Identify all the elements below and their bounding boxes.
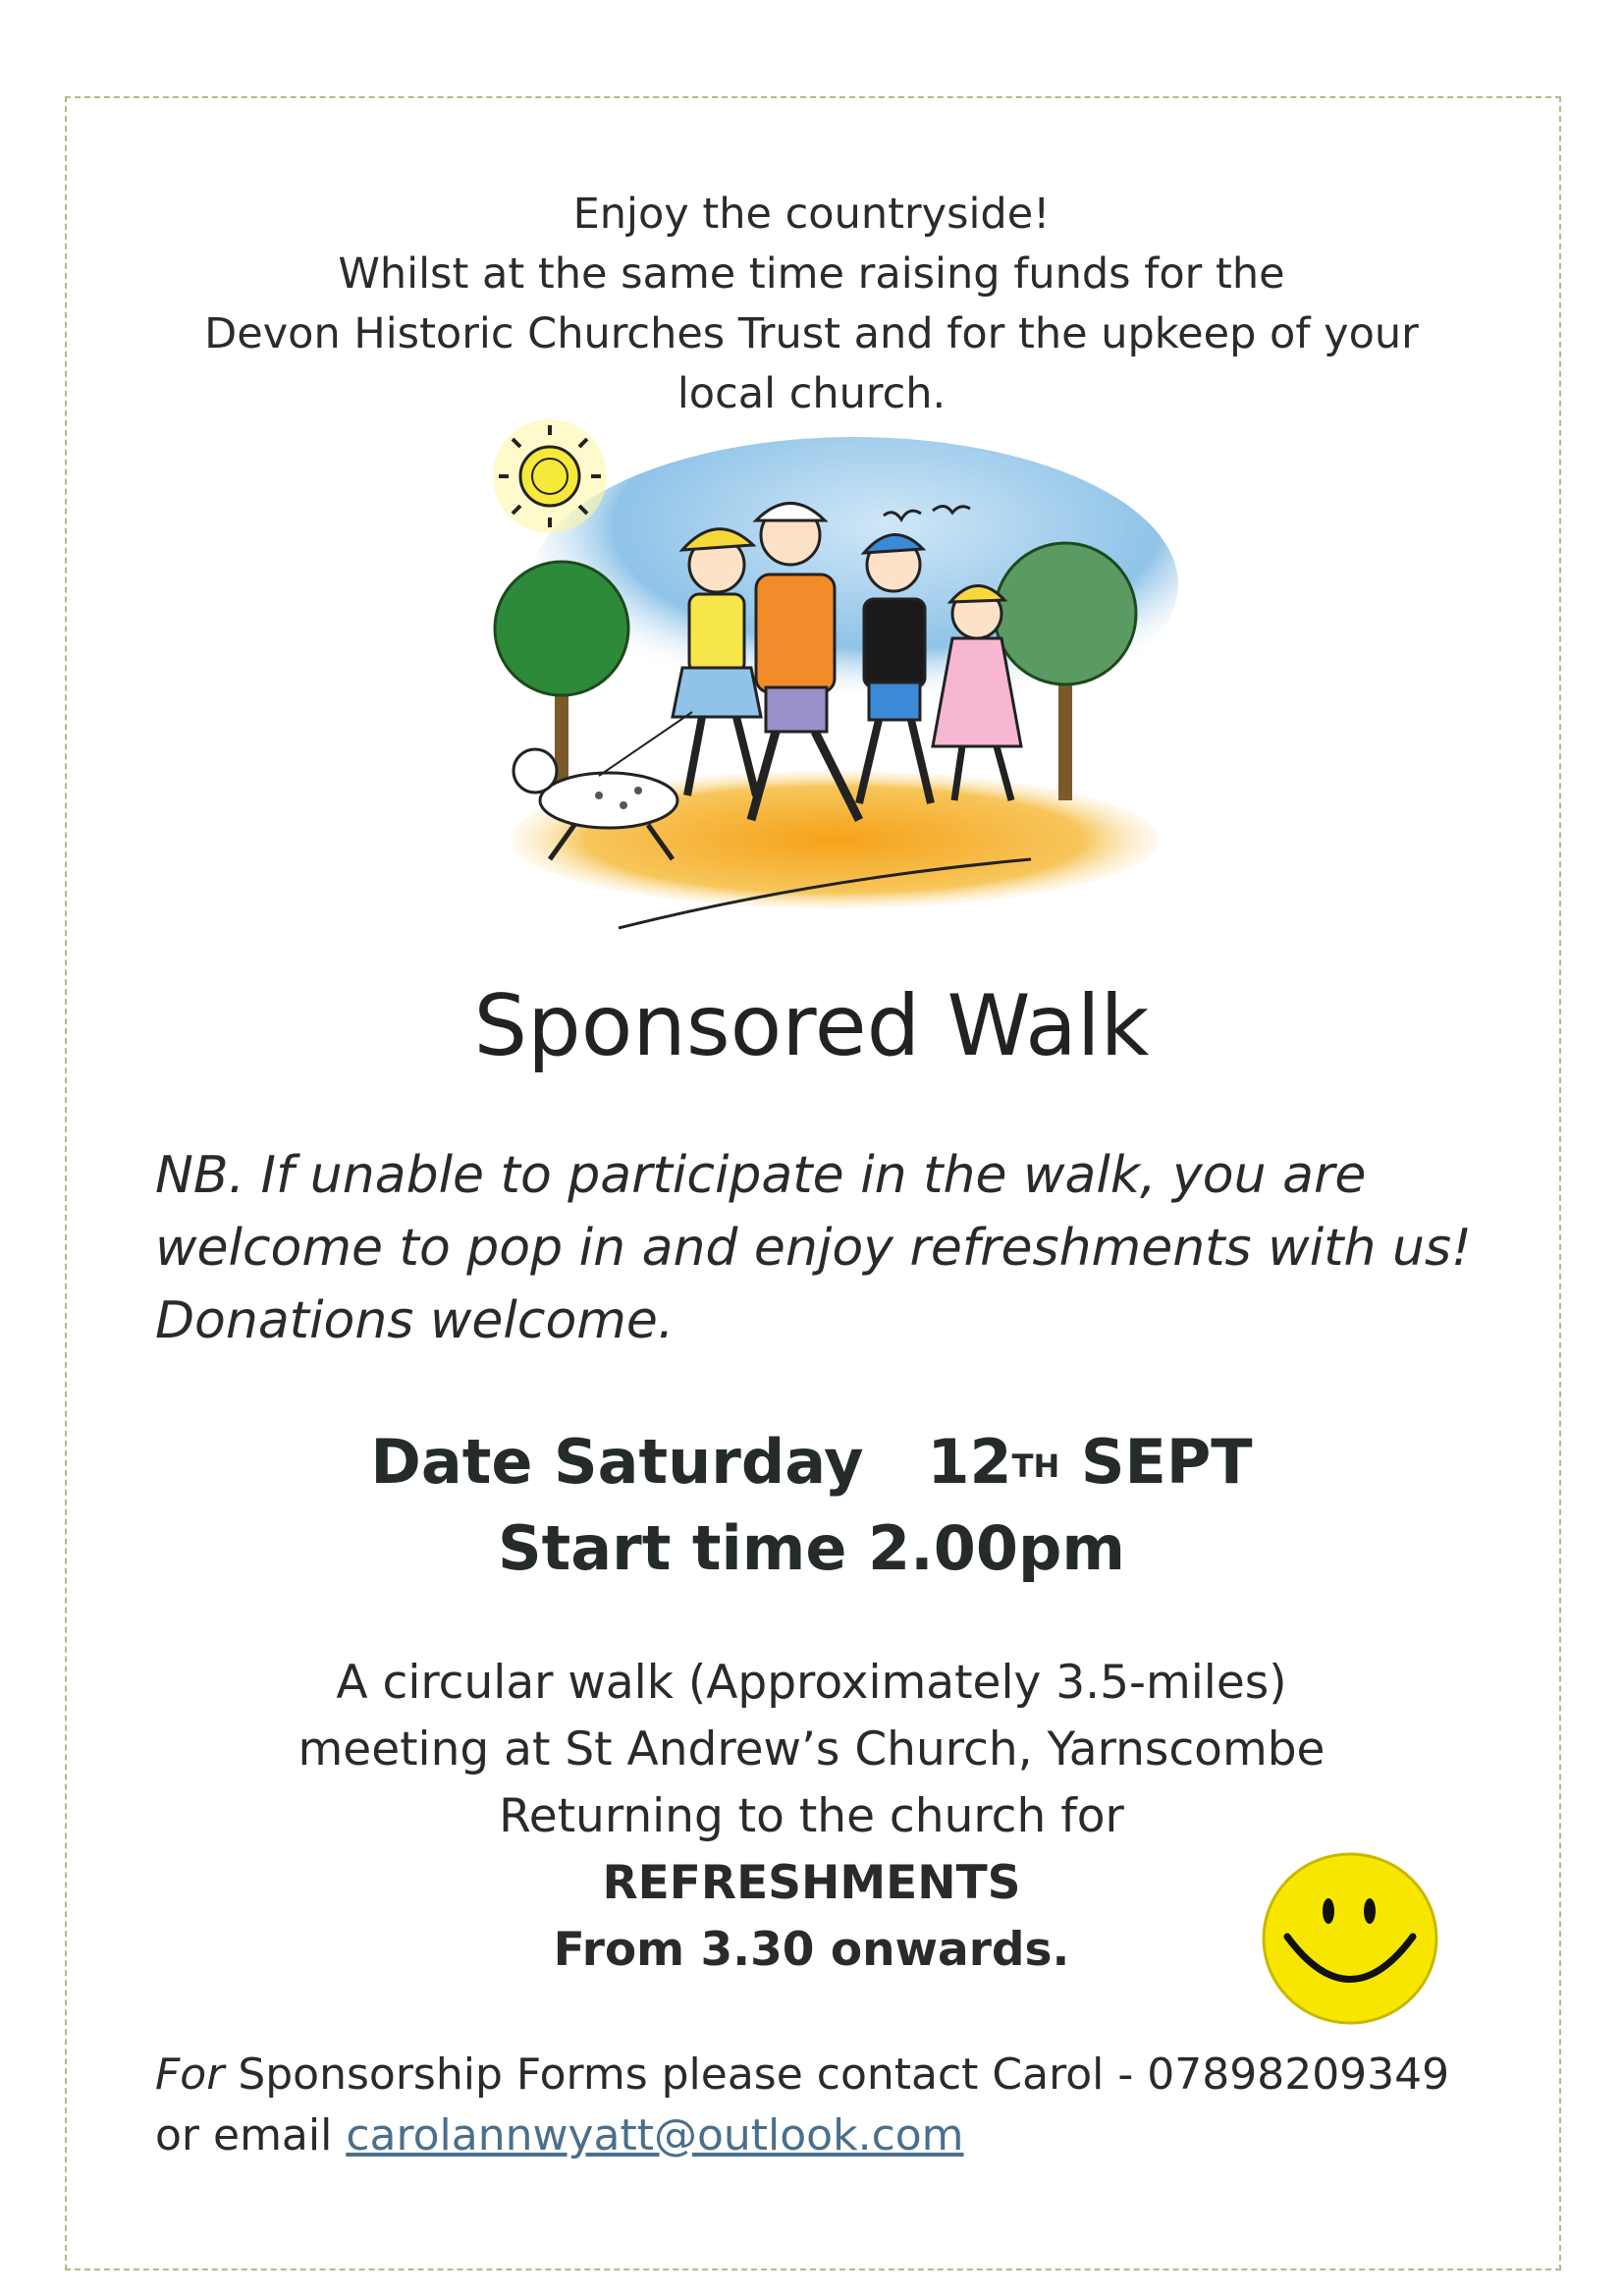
family-walking-with-dog-illustration [481, 417, 1188, 948]
note-text [155, 1139, 1472, 1357]
date-suffix: TH [1011, 1448, 1060, 1485]
refreshments-time: From 3.30 onwards. [553, 1923, 1070, 1977]
contact-line [155, 2045, 1449, 2105]
email-link[interactable]: carolannwyatt@outlook.com [346, 2110, 964, 2160]
note-line: Donations welcome. [155, 1291, 675, 1350]
date-day: 12 [927, 1426, 1012, 1498]
date-prefix: Date Saturday [370, 1426, 864, 1498]
start-time: Start time 2.00pm [497, 1512, 1125, 1584]
note-line: welcome to pop in and enjoy refreshments with us! [155, 1219, 1472, 1278]
intro-line: Devon Historic Churches Trust and for the upkeep of your [204, 309, 1419, 358]
date-month: SEPT [1080, 1426, 1253, 1498]
contact-for: For [155, 2050, 225, 2100]
sun-icon [493, 419, 607, 533]
email-line [155, 2105, 1449, 2166]
event-details [0, 1419, 1623, 1592]
email-prefix: or email [155, 2110, 347, 2160]
intro-line: local church. [676, 369, 947, 418]
walk-line: A circular walk (Approximately 3.5-miles) [336, 1656, 1287, 1710]
refreshments-heading: REFRESHMENTS [602, 1856, 1021, 1910]
intro-text [98, 185, 1525, 424]
event-date [0, 1419, 1623, 1505]
intro-line: Enjoy the countryside! [572, 190, 1051, 239]
contact-details: Sponsorship Forms please contact Carol - 07898209349 [224, 2050, 1450, 2100]
note-line: NB. If unable to participate in the walk, you are [155, 1146, 1367, 1205]
intro-line: Whilst at the same time raising funds for the [338, 249, 1285, 299]
contact-info [155, 2045, 1449, 2166]
walk-line: Returning to the church for [499, 1789, 1124, 1843]
smiley-face-icon [1260, 1850, 1440, 2027]
walk-line: meeting at St Andrew’s Church, Yarnscombe [298, 1722, 1325, 1777]
page-title: Sponsored Walk [473, 977, 1150, 1075]
